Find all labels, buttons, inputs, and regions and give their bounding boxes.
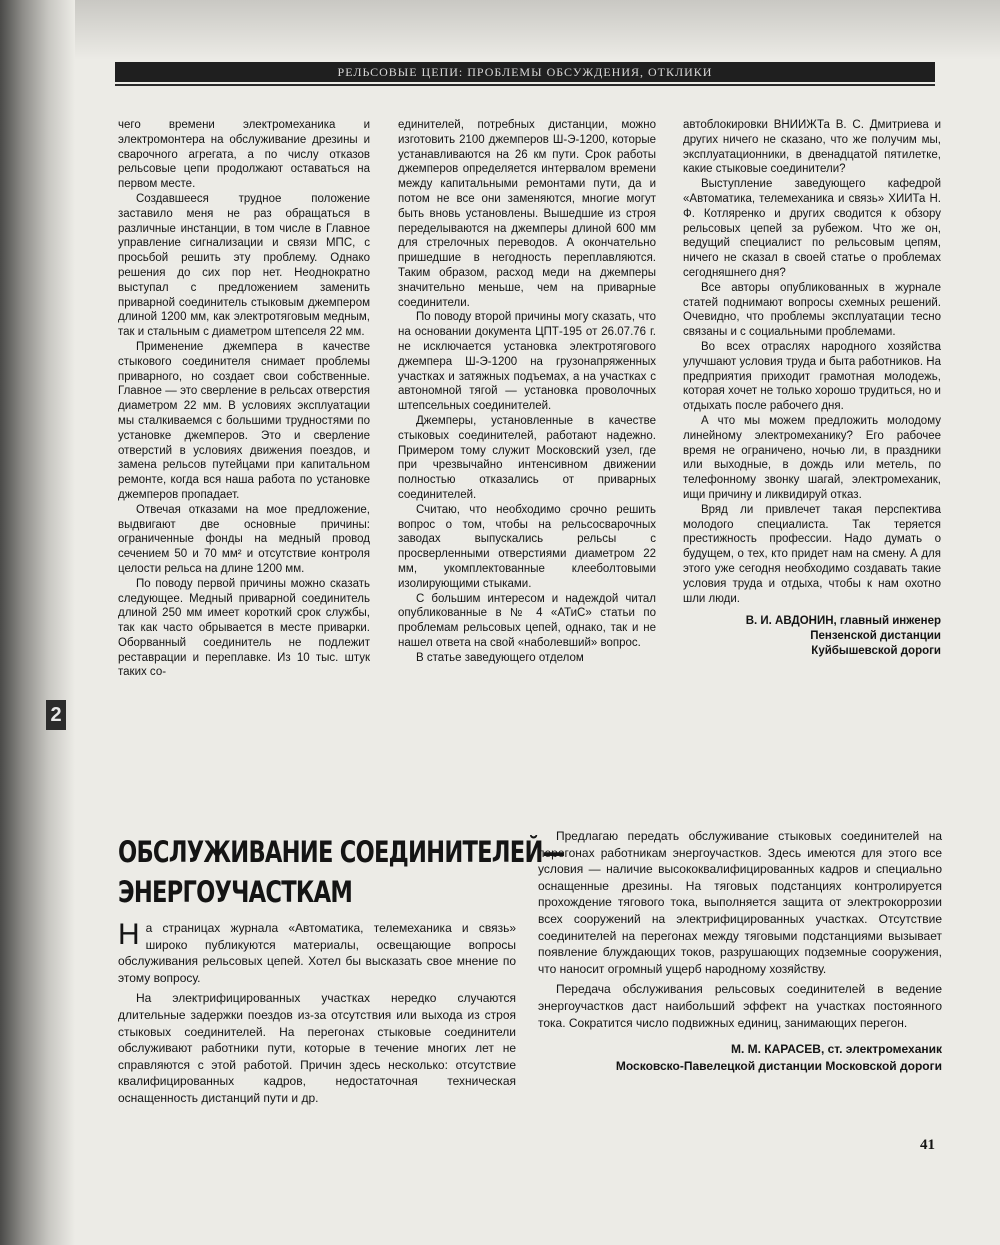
page-number: 41 xyxy=(920,1137,935,1153)
paragraph: автоблокировки ВНИИЖТа В. С. Дмитриева и других ничего не сказано, что же получим мы, эксплуатационники, в двенадцатой пятилетке, какие стыковые соединители? xyxy=(683,119,941,176)
article2-column-1 xyxy=(118,920,516,1107)
paragraph: Джемперы, установленные в качестве стыковых соединителей, работают надежно. Примером тому служит Московский узел, где при чрезвычайно интенсивном движении полностью отказались от приварных соединителей. xyxy=(398,414,656,501)
page-top-shadow xyxy=(75,0,1000,60)
article1-column-2 xyxy=(398,118,656,665)
paragraph: По поводу второй причины могу сказать, что на основании документа ЦПТ-195 от 26.07.76 г. не исключается установка электротягового джемпера Ш-Э-1200 на грузонапряженных участках и затяжных подъемах, а на участках с автономной тягой — установка проволочных штепсельных соединителей. xyxy=(398,311,656,413)
paragraph: Применение джемпера в качестве стыкового соединителя снимает проблемы приварного, но создает свои собственные. Главное — это сверление в рельсах отверстия диаметром 22 мм. В условиях эксплуатации мы сталкиваемся с большими трудностями по установке джемперов. Это и сверление отверстий в условиях движения поездов, и замена рельсов путейцами при капитальном ремонте, когда вся наша работа по установке джемперов пропадает. xyxy=(118,340,370,501)
paragraph: На электрифицированных участках нередко случаются длительные задержки поездов из-за отсутствия или выхода из строя стыковых соединителей. На перегонах стыковые соединители обслуживают работники пути, которые в течение многих лет не справляются с этой работой. Причин здесь несколько: отсутствие квалифицированных кадров, недостаточная техническая оснащенность дистанций пути и др. xyxy=(118,991,516,1105)
paragraph: Предлагаю передать обслуживание стыковых соединителей на перегонах работникам энергоучастков. Здесь имеются для этого все условия — наличие высококвалифицированных кадров и специально оснащенные дрезины. На тяговых подстанциях контролируется прохождение тягового тока, выполняется защита от электрокоррозии всех сооружений на электрифицированных участках. Отсутствие соединителей на перегонах между тяговыми подстанциями вызывает появление блуждающих токов, разрушающих подземные сооружения, что наносит огромный ущерб народному хозяйству. xyxy=(538,829,942,976)
drop-cap: Н xyxy=(118,918,140,951)
side-page-number: 2 xyxy=(46,700,66,730)
paragraph: Выступление заведующего кафедрой «Автоматика, телемеханика и связь» ХИИТа Н. Ф. Котляренко и других сводится к обзору рельсовых цепей за рубежом. Что же он, ведущий специалист по рельсовым цепям, ничего не сказал в своей статье о проблемах сегодняшнего дня? xyxy=(683,178,941,279)
lead-text: а страницах журнала «Автоматика, телемеханика и связь» широко публикуются материалы, освещающие вопросы обслуживания рельсовых цепей. Хотел бы высказать свое мнение по этому вопросу. xyxy=(118,921,516,985)
author-signature: В. И. АВДОНИН, главный инженер xyxy=(745,615,941,628)
article1-column-1 xyxy=(118,118,370,680)
paragraph: В статье заведующего отделом xyxy=(416,651,584,664)
paragraph: Считаю, что необходимо срочно решить вопрос о том, чтобы на рельсосварочных заводах выпускались рельсы с просверленными отверстиями диаметром 22 мм, укомплектованные клееболтовыми изолирующими стыками. xyxy=(398,503,656,590)
paragraph: Отвечая отказами на мое предложение, выдвигают две основные причины: ограниченные фонды на медный провод сечением 50 и 70 мм² и отсутствие контроля целости рельса на длине 1200 мм. xyxy=(118,503,370,575)
author-signature: М. М. КАРАСЕВ, ст. электромеханик xyxy=(730,1042,942,1057)
paragraph: Создавшееся трудное положение заставило меня не раз обращаться в различные инстанции, в том числе в Главное управление сигнализации и связи МПС, с просьбой решить эту проблему. Однако решения до сих пор нет. Неоднократно выступал с предложением заменить приварной соединитель стыковым джемпером длиной 1200 мм, как электротяговым медным, так и стальным с диаметром штепселя 22 мм. xyxy=(118,192,370,339)
article2-headline xyxy=(118,832,565,912)
rubric-header: РЕЛЬСОВЫЕ ЦЕПИ: ПРОБЛЕМЫ ОБСУЖДЕНИЯ, ОТКЛИКИ xyxy=(115,62,935,82)
headline-line-1: ОБСЛУЖИВАНИЕ СОЕДИНИТЕЛЕЙ— xyxy=(118,835,565,869)
author-org: Московско-Павелецкой дистанции Московской дороги xyxy=(615,1058,942,1073)
author-org: Пензенской дистанции xyxy=(810,630,941,643)
lead-paragraph xyxy=(118,920,516,986)
article1-column-3 xyxy=(683,118,941,659)
page-spine-shadow xyxy=(0,0,75,1245)
paragraph: Вряд ли привлечет такая перспектива молодого специалиста. Так теряется престижность профессии. Надо думать о будущем, о тех, кто придет нам на смену. А для этого уже сегодня необходимо создавать такие условия труда и отдыха, чтобы к нам охотно шли люди. xyxy=(683,503,941,605)
paragraph: Во всех отраслях народного хозяйства улучшают условия труда и быта работников. На предприятия приходит грамотная молодежь, которая хочет не только хорошо трудиться, но и отдыхать после рабочего дня. xyxy=(683,340,941,413)
headline-line-2: ЭНЕРГОУЧАСТКАМ xyxy=(118,875,353,909)
paragraph: По поводу первой причины можно сказать следующее. Медный приварной соединитель длиной 250 мм имеет короткий срок службы, так как часто обрывается в месте приварки. Оборванный соединитель не подлежит реставрации и переплавке. Из 10 тыс. штук таких со- xyxy=(118,577,370,679)
paragraph: С большим интересом и надеждой читал опубликованные в № 4 «АТиС» статьи по проблемам рельсовых цепей, однако, так и не нашел ответа на свой «наболевший» вопрос. xyxy=(398,592,656,649)
paragraph: Все авторы опубликованных в журнале статей поднимают вопросы схемных решений. Очевидно, что проблемы эксплуатации тесно связаны и с социальными проблемами. xyxy=(683,281,941,339)
author-org: Куйбышевской дороги xyxy=(811,644,941,657)
rubric-divider xyxy=(115,84,935,86)
paragraph: А что мы можем предложить молодому линейному электромеханику? Его рабочее время не ограничено, ночью ли, в праздники или выходные, в дождь или метель, по телефонному звонку шагай, электромеханик, ищи причину и ликвидируй отказ. xyxy=(683,414,941,501)
paragraph: Передача обслуживания рельсовых соединителей в ведение энергоучастков даст наибольший эффект на участках постоянного тока. Сократится число подвижных единиц, занимающих перегон. xyxy=(538,982,942,1030)
paragraph: чего времени электромеханика и электромонтера на обслуживание дрезины и сварочного агрегата, а по числу отказов рельсовые цепи продолжают оставаться на первом месте. xyxy=(118,119,370,191)
article2-column-2 xyxy=(538,828,942,1074)
paragraph: единителей, потребных дистанции, можно изготовить 2100 джемперов Ш-Э-1200, которые устанавливаются на 26 км пути. Срок работы джемперов определяется интервалом времени между капитальными ремонтами пути, да и потом не все они заменяются, многие могут быть вновь установлены. Вышедшие из строя переделываются на джемперы длиной 600 мм для стрелочных переводов. А окончательно пришедшие в негодность переплавляются. Таким образом, расход меди на джемперы значительно меньше, чем на приварные соединители. xyxy=(398,119,656,309)
